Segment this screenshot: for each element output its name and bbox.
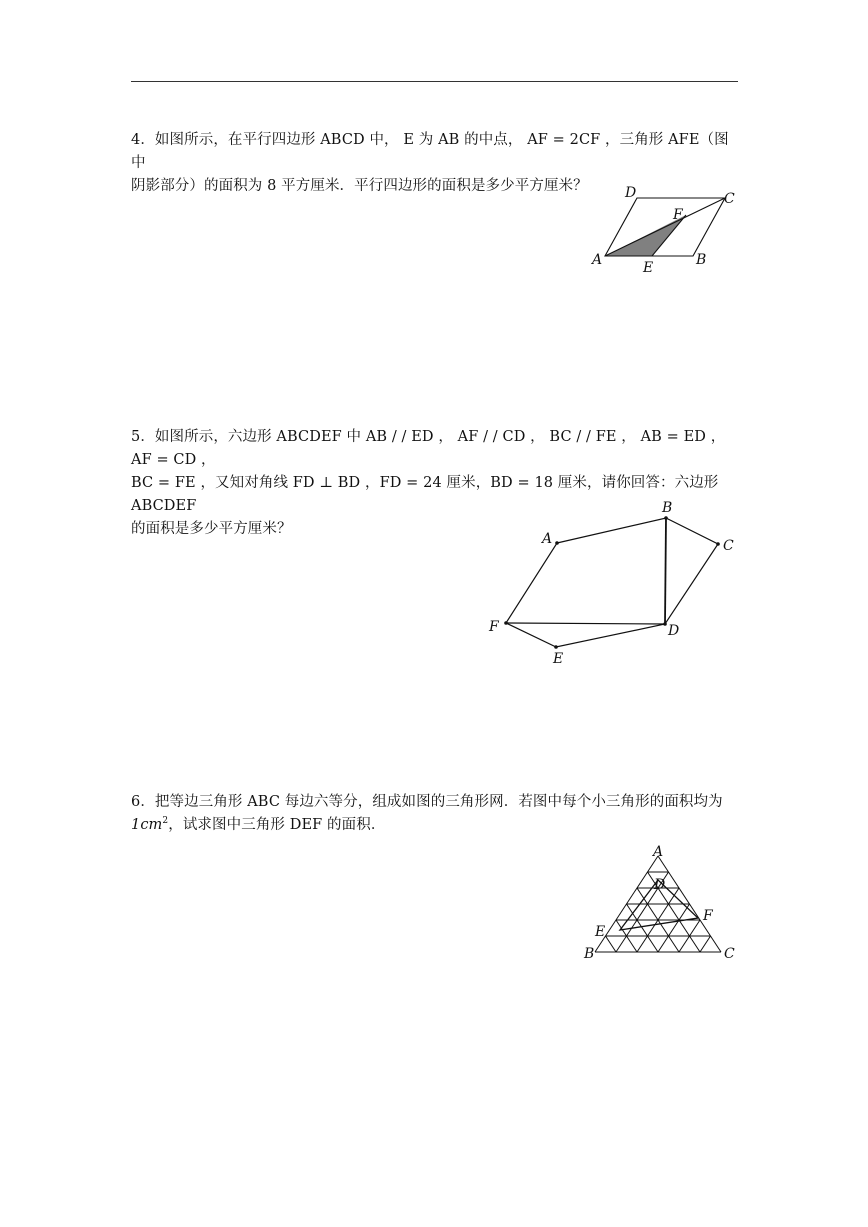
label-b: B: [696, 252, 707, 268]
label-e: E: [553, 651, 564, 667]
label-c: C: [724, 946, 735, 962]
problem-4-line-2: 阴影部分）的面积为 8 平方厘米．平行四边形的面积是多少平方厘米？: [131, 178, 588, 194]
label-f: F: [703, 908, 713, 924]
vertex-e: [554, 645, 558, 649]
diagonal-fd: [506, 623, 665, 624]
label-e: E: [643, 260, 654, 276]
label-b: B: [584, 946, 595, 962]
problem-6: [131, 791, 741, 837]
label-d: D: [668, 623, 680, 639]
problem-4-figure: [585, 183, 745, 278]
problem-5-figure: [485, 497, 745, 672]
label-b: B: [662, 500, 673, 516]
area-unit-exponent: 2: [162, 816, 169, 827]
label-e: E: [595, 924, 606, 940]
diagonal-ac: [605, 198, 725, 256]
vertex-a: [555, 541, 559, 545]
triangle-grid: [595, 856, 721, 952]
problem-6-line-2-rest: ，试求图中三角形 DEF 的面积．: [168, 817, 386, 833]
problem-6-line-2: [131, 814, 741, 837]
label-d: D: [625, 185, 637, 201]
label-a: A: [653, 844, 664, 860]
header-rule: [131, 81, 738, 82]
problem-6-figure: [578, 838, 748, 968]
label-f: F: [673, 207, 683, 223]
label-d: D: [654, 877, 666, 893]
vertex-d: [663, 622, 667, 626]
vertex-b: [664, 516, 668, 520]
grid-line-left-diagonal: [606, 936, 617, 952]
grid-line-right-diagonal: [700, 936, 711, 952]
label-a: A: [592, 252, 603, 268]
vertex-c: [716, 542, 720, 546]
label-a: A: [542, 531, 553, 547]
vertex-f: [504, 621, 508, 625]
label-f: F: [489, 619, 499, 635]
problem-5-line-2: BC = FE ，又知对角线 FD ⊥ BD ，FD = 24 厘米，BD = 18 厘米，请你回答：六边形 ABCDEF: [131, 475, 719, 514]
problem-5-line-3: 的面积是多少平方厘米？: [131, 521, 292, 537]
area-unit: 1cm: [131, 817, 163, 833]
problem-6-line-1: 6．把等边三角形 ABC 每边六等分，组成如图的三角形网．若图中每个小三角形的面积均为: [131, 794, 723, 810]
diagonal-bd: [665, 518, 666, 624]
problem-4-line-1: 4．如图所示，在平行四边形 ABCD 中， E 为 AB 的中点， AF = 2CF ，三角形 AFE（图中: [131, 132, 729, 171]
problem-5-line-1: 5．如图所示，六边形 ABCDEF 中 AB / / ED ， AF / / CD ， BC / / FE ， AB = ED ， AF = CD ，: [131, 429, 726, 468]
vertex-dots: [504, 516, 720, 649]
label-c: C: [723, 538, 734, 554]
label-c: C: [724, 191, 735, 207]
hexagon-abcdef: [506, 518, 718, 647]
